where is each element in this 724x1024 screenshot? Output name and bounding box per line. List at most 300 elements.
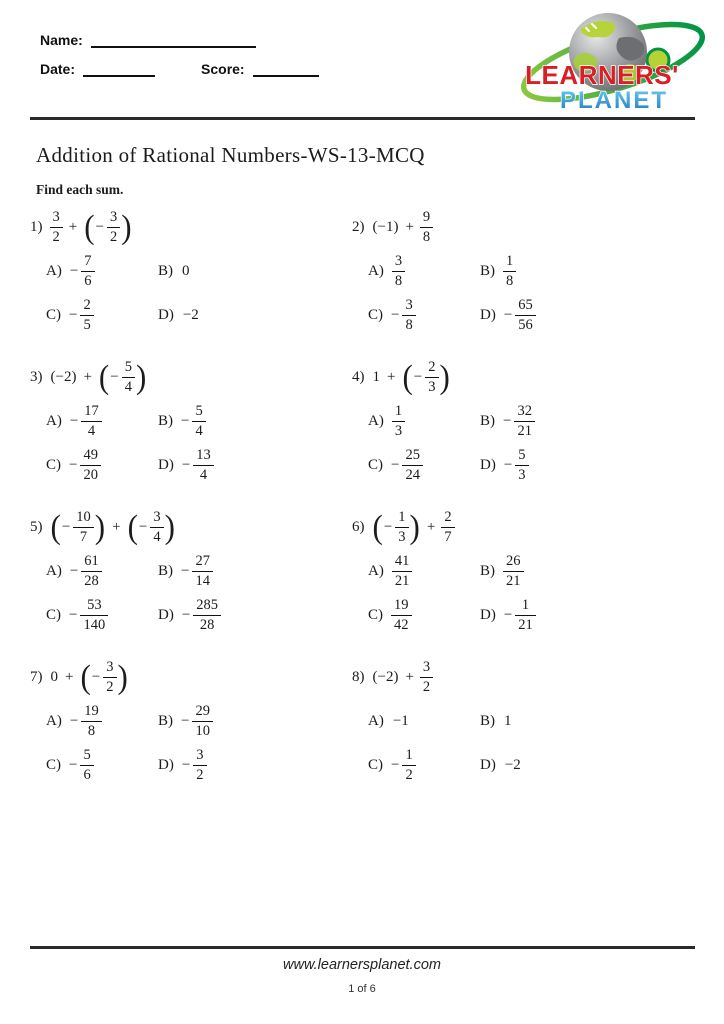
answer-options xyxy=(30,251,352,336)
option-label: D) xyxy=(480,607,496,623)
option-D xyxy=(480,445,535,486)
minus-sign: − xyxy=(69,713,79,729)
number-text: 0 xyxy=(182,263,190,279)
question-expression xyxy=(50,359,148,395)
numerator: 19 xyxy=(391,597,412,616)
number-text: −1 xyxy=(392,713,409,729)
option-label: D) xyxy=(480,457,496,473)
numerator: 1 xyxy=(515,597,536,616)
option-C xyxy=(46,445,158,486)
minus-sign: − xyxy=(69,607,78,623)
denominator: 4 xyxy=(124,378,132,395)
denominator: 8 xyxy=(87,723,96,739)
question-number: 4) xyxy=(352,368,365,385)
numerator: 2 xyxy=(80,297,93,316)
option-A xyxy=(368,251,480,292)
fraction-stack xyxy=(391,597,412,633)
number-text: (−2) xyxy=(50,368,77,385)
fraction xyxy=(391,447,423,483)
option-A xyxy=(46,551,158,592)
question-statement xyxy=(352,503,698,551)
number-text: −2 xyxy=(182,307,199,323)
option-B xyxy=(158,551,221,592)
minus-sign: − xyxy=(181,457,191,473)
parenthesized-fraction: ( − $\frac{2}{3}$ ) xyxy=(402,357,450,396)
option-value xyxy=(392,713,410,730)
fraction xyxy=(73,509,94,545)
numerator: 3 xyxy=(392,253,405,272)
option-label: B) xyxy=(158,563,173,579)
minus-sign: − xyxy=(181,757,191,773)
question-2 xyxy=(352,203,698,353)
fraction-stack xyxy=(402,297,415,333)
minus-sign: − xyxy=(69,307,78,323)
denominator: 8 xyxy=(422,228,431,245)
logo-wordmark-learners: LEARNERS' xyxy=(525,60,679,90)
answer-options xyxy=(352,701,698,786)
question-statement xyxy=(30,203,352,251)
fraction xyxy=(103,659,116,695)
option-D xyxy=(158,595,221,636)
denominator: 3 xyxy=(394,423,403,439)
answer-options xyxy=(30,401,352,486)
minus-sign: − xyxy=(503,607,513,623)
denominator: 2 xyxy=(196,767,204,783)
denominator: 28 xyxy=(84,573,99,589)
denominator: 4 xyxy=(199,467,208,483)
fraction-stack xyxy=(503,253,516,289)
fraction xyxy=(504,597,536,633)
fraction xyxy=(504,297,536,333)
answer-options xyxy=(30,701,352,786)
denominator: 3 xyxy=(398,528,406,545)
number-text: 0 xyxy=(50,668,58,685)
fraction xyxy=(425,359,438,395)
minus-sign: − xyxy=(69,563,79,579)
denominator: 4 xyxy=(153,528,161,545)
denominator: 28 xyxy=(199,617,215,633)
minus-sign: − xyxy=(413,368,423,385)
option-label: A) xyxy=(46,263,62,279)
option-label: B) xyxy=(158,413,173,429)
fraction xyxy=(69,447,101,483)
option-value xyxy=(181,263,191,280)
numerator: 61 xyxy=(81,553,102,572)
option-value xyxy=(182,307,200,324)
numerator: 13 xyxy=(193,447,214,466)
question-8 xyxy=(352,653,698,803)
question-6 xyxy=(352,503,698,653)
numerator: 3 xyxy=(107,209,120,228)
numerator: 2 xyxy=(441,509,454,528)
option-C xyxy=(46,295,158,336)
numerator: 3 xyxy=(420,659,433,678)
fraction xyxy=(392,403,405,439)
fraction-stack xyxy=(515,297,536,333)
fraction-stack xyxy=(103,659,116,695)
question-statement xyxy=(352,353,698,401)
option-value xyxy=(391,747,416,783)
denominator: 5 xyxy=(83,317,91,333)
question-expression xyxy=(372,209,434,245)
minus-sign: − xyxy=(91,668,101,685)
option-label: A) xyxy=(368,263,384,279)
question-expression xyxy=(50,209,133,245)
option-B xyxy=(480,251,536,292)
minus-sign: − xyxy=(69,263,79,279)
option-A xyxy=(46,401,158,442)
numerator: 27 xyxy=(192,553,213,572)
fraction-stack xyxy=(515,597,536,633)
denominator: 56 xyxy=(518,317,533,333)
fraction-stack xyxy=(402,447,423,483)
denominator: 4 xyxy=(195,423,203,439)
fraction xyxy=(69,747,94,783)
page-indicator: 1 of 6 xyxy=(348,983,376,995)
option-value xyxy=(503,553,524,589)
fraction xyxy=(504,447,529,483)
denominator: 21 xyxy=(518,617,533,633)
fraction xyxy=(392,253,405,289)
numerator: 29 xyxy=(192,703,213,722)
learners-planet-logo xyxy=(518,8,710,120)
option-label: B) xyxy=(480,413,495,429)
fraction-stack xyxy=(392,553,413,589)
denominator: 6 xyxy=(84,273,92,289)
option-value xyxy=(69,597,108,633)
fraction xyxy=(122,359,135,395)
number-text: 1 xyxy=(372,368,380,385)
fraction-stack xyxy=(193,747,206,783)
question-statement xyxy=(352,203,698,251)
answer-options xyxy=(352,251,698,336)
numerator: 1 xyxy=(503,253,516,272)
option-value xyxy=(392,253,405,289)
option-value xyxy=(392,553,413,589)
option-C xyxy=(368,295,480,336)
fraction-stack xyxy=(192,553,213,589)
denominator: 21 xyxy=(517,423,532,439)
option-A xyxy=(368,401,480,442)
fraction-stack xyxy=(80,447,101,483)
fraction-stack xyxy=(441,509,454,545)
denominator: 24 xyxy=(405,467,420,483)
parenthesized-fraction: ( − $\frac{10}{7}$ ) xyxy=(50,507,106,546)
fraction-stack xyxy=(150,509,163,545)
option-D xyxy=(158,445,214,486)
numerator: 1 xyxy=(392,403,405,422)
option-label: D) xyxy=(158,307,174,323)
option-label: C) xyxy=(368,607,383,623)
option-label: D) xyxy=(480,757,496,773)
option-label: D) xyxy=(480,307,496,323)
option-value xyxy=(503,403,535,439)
fraction xyxy=(391,297,416,333)
option-value xyxy=(392,403,405,439)
fraction xyxy=(503,403,535,439)
minus-sign: − xyxy=(503,457,513,473)
fraction-stack xyxy=(73,509,94,545)
question-expression xyxy=(50,509,176,545)
fraction-stack xyxy=(515,447,528,483)
plus-operator: + xyxy=(112,518,121,535)
option-C xyxy=(368,595,480,636)
page-title: Addition of Rational Numbers-WS-13-MCQ xyxy=(36,143,425,167)
website-url: www.learnersplanet.com xyxy=(283,957,441,973)
question-expression xyxy=(372,359,451,395)
option-B xyxy=(158,401,214,442)
option-D xyxy=(480,295,536,336)
numerator: 41 xyxy=(392,553,413,572)
numerator: 2 xyxy=(425,359,438,378)
numerator: 26 xyxy=(503,553,524,572)
option-A xyxy=(46,251,158,292)
numerator: 5 xyxy=(192,403,205,422)
plus-operator: + xyxy=(426,518,436,535)
option-value xyxy=(69,297,94,333)
option-D xyxy=(480,745,522,786)
questions-grid xyxy=(30,203,698,803)
fraction xyxy=(69,297,94,333)
numerator: 3 xyxy=(402,297,415,316)
minus-sign: − xyxy=(181,563,190,579)
option-A xyxy=(368,701,480,742)
fraction-stack xyxy=(193,447,214,483)
numerator: 17 xyxy=(81,403,102,422)
denominator: 21 xyxy=(394,573,410,589)
minus-sign: − xyxy=(391,457,400,473)
header-divider-line xyxy=(30,117,695,120)
fraction xyxy=(182,747,207,783)
option-label: B) xyxy=(158,263,173,279)
option-D xyxy=(158,295,200,336)
option-label: B) xyxy=(480,713,495,729)
fraction-stack xyxy=(80,747,93,783)
name-row xyxy=(40,32,319,48)
numerator: 3 xyxy=(103,659,116,678)
question-number: 2) xyxy=(352,218,365,235)
option-value xyxy=(182,447,214,483)
numerator: 1 xyxy=(395,509,408,528)
minus-sign: − xyxy=(391,757,400,773)
denominator: 140 xyxy=(83,617,106,633)
score-blank-line xyxy=(253,61,319,77)
numerator: 5 xyxy=(515,447,528,466)
fraction-stack xyxy=(420,209,433,245)
option-C xyxy=(46,595,158,636)
fraction xyxy=(181,553,213,589)
plus-operator: + xyxy=(83,368,92,385)
parenthesized-fraction: ( − $\frac{3}{2}$ ) xyxy=(80,657,128,696)
fraction-stack xyxy=(81,553,102,589)
plus-operator: + xyxy=(68,218,78,235)
numerator: 10 xyxy=(73,509,94,528)
answer-options xyxy=(352,551,698,636)
minus-sign: − xyxy=(181,413,190,429)
question-number: 3) xyxy=(30,368,43,385)
option-B xyxy=(480,701,522,742)
option-value xyxy=(504,447,529,483)
parenthesized-fraction: ( − $\frac{1}{3}$ ) xyxy=(372,507,420,546)
question-number: 7) xyxy=(30,668,43,685)
numerator: 3 xyxy=(193,747,206,766)
fraction xyxy=(391,597,412,633)
minus-sign: − xyxy=(110,368,119,385)
option-D xyxy=(158,745,213,786)
minus-sign: − xyxy=(383,518,393,535)
header-fields xyxy=(40,32,319,90)
option-D xyxy=(480,595,536,636)
parenthesized-fraction: ( − $\frac{5}{4}$ ) xyxy=(98,357,147,396)
option-value xyxy=(70,253,95,289)
denominator: 8 xyxy=(506,273,514,289)
fraction-stack xyxy=(402,747,415,783)
fraction xyxy=(50,209,63,245)
minus-sign: − xyxy=(69,757,78,773)
number-text: (−1) xyxy=(372,218,399,235)
numerator: 9 xyxy=(420,209,433,228)
option-label: D) xyxy=(158,607,174,623)
question-statement xyxy=(30,353,352,401)
denominator: 3 xyxy=(518,467,526,483)
fraction xyxy=(70,703,102,739)
option-label: C) xyxy=(368,757,383,773)
fraction-stack xyxy=(122,359,135,395)
fraction xyxy=(107,209,120,245)
denominator: 7 xyxy=(444,528,452,545)
option-label: B) xyxy=(480,263,495,279)
option-value xyxy=(181,403,206,439)
option-label: A) xyxy=(368,413,384,429)
numerator: 32 xyxy=(514,403,535,422)
option-label: C) xyxy=(46,307,61,323)
denominator: 8 xyxy=(405,317,413,333)
question-statement xyxy=(352,653,698,701)
fraction-stack xyxy=(192,403,205,439)
option-value xyxy=(504,757,522,774)
minus-sign: − xyxy=(138,518,148,535)
fraction-stack xyxy=(193,597,221,633)
option-value xyxy=(70,553,102,589)
option-C xyxy=(46,745,158,786)
numerator: 285 xyxy=(193,597,221,616)
option-value xyxy=(503,713,513,730)
fraction xyxy=(391,747,416,783)
option-value xyxy=(391,447,423,483)
denominator: 42 xyxy=(394,617,409,633)
option-value xyxy=(503,253,516,289)
denominator: 6 xyxy=(83,767,91,783)
footer-divider-line xyxy=(30,946,695,949)
option-value xyxy=(391,597,412,633)
plus-operator: + xyxy=(65,668,74,685)
number-text: 1 xyxy=(504,713,512,729)
fraction-stack xyxy=(81,703,102,739)
numerator: 49 xyxy=(80,447,101,466)
fraction-stack xyxy=(80,597,108,633)
number-text: (−2) xyxy=(372,668,399,685)
option-value xyxy=(504,297,536,333)
denominator: 2 xyxy=(422,678,431,695)
fraction xyxy=(69,597,108,633)
option-label: D) xyxy=(158,757,174,773)
question-expression xyxy=(372,659,434,695)
denominator: 2 xyxy=(52,228,60,245)
option-label: B) xyxy=(158,713,173,729)
denominator: 2 xyxy=(110,228,118,245)
option-label: B) xyxy=(480,563,495,579)
option-B xyxy=(158,701,213,742)
number-text: −2 xyxy=(504,757,521,773)
name-label: Name: xyxy=(40,32,83,48)
question-1 xyxy=(30,203,352,353)
numerator: 19 xyxy=(81,703,102,722)
minus-sign: − xyxy=(503,413,512,429)
name-blank-line xyxy=(91,32,256,48)
option-B xyxy=(158,251,200,292)
minus-sign: − xyxy=(503,307,513,323)
denominator: 4 xyxy=(87,423,96,439)
denominator: 2 xyxy=(106,678,114,695)
numerator: 3 xyxy=(150,509,163,528)
option-label: C) xyxy=(368,457,383,473)
instruction-text: Find each sum. xyxy=(36,182,124,197)
option-value xyxy=(504,597,536,633)
fraction-stack xyxy=(192,703,213,739)
plus-operator: + xyxy=(387,368,396,385)
option-label: A) xyxy=(368,563,384,579)
answer-options xyxy=(30,551,352,636)
numerator: 5 xyxy=(80,747,93,766)
date-score-row xyxy=(40,61,319,77)
fraction xyxy=(503,553,524,589)
minus-sign: − xyxy=(181,713,190,729)
option-C xyxy=(368,745,480,786)
minus-sign: − xyxy=(391,307,400,323)
option-value xyxy=(69,747,94,783)
fraction xyxy=(150,509,163,545)
option-value xyxy=(182,597,221,633)
fraction-stack xyxy=(514,403,535,439)
logo-graphic xyxy=(518,8,710,120)
option-value xyxy=(70,703,102,739)
fraction-stack xyxy=(425,359,438,395)
option-label: C) xyxy=(46,607,61,623)
question-3 xyxy=(30,353,352,503)
option-label: C) xyxy=(368,307,383,323)
question-statement xyxy=(30,653,352,701)
logo-wordmark-planet: PLANET xyxy=(560,87,668,114)
numerator: 3 xyxy=(50,209,63,228)
option-value xyxy=(181,553,213,589)
option-label: A) xyxy=(46,413,62,429)
question-number: 8) xyxy=(352,668,365,685)
fraction-stack xyxy=(80,297,93,333)
option-C xyxy=(368,445,480,486)
fraction xyxy=(70,553,102,589)
denominator: 2 xyxy=(405,767,413,783)
option-label: C) xyxy=(46,457,61,473)
option-value xyxy=(69,447,101,483)
fraction xyxy=(392,553,413,589)
numerator: 1 xyxy=(402,747,415,766)
fraction xyxy=(182,597,221,633)
score-label: Score: xyxy=(201,61,245,77)
denominator: 3 xyxy=(428,378,436,395)
option-value xyxy=(391,297,416,333)
fraction xyxy=(181,403,206,439)
option-label: A) xyxy=(46,713,62,729)
